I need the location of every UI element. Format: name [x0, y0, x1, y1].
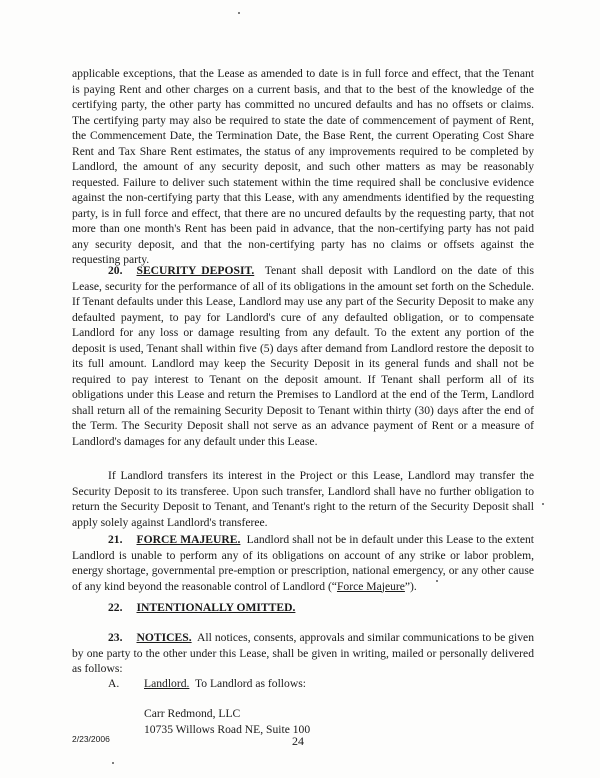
landlord-address	[144, 706, 310, 737]
subsection-a-text: To Landlord as follows:	[195, 677, 306, 690]
section-20-text: Tenant shall deposit with Landlord on the date of this Lease, security for the performance of all of its obligations in the amount set forth on the Schedule. If Tenant defaults under this Lease, Landlord may use any part of the Security Deposit to make any defaulted payment, to pay for Landlord's cure of any defaulted obligation, or to compensate Landlord for any loss or damage resulting from any default. To the extent any portion of the deposit is used, Tenant shall within five (5) days after demand from Landlord restore the deposit to its full amount. Landlord may keep the Security Deposit in its general funds and shall not be required to pay interest to Tenant on the deposit amount. If Tenant shall perform all of its obligations under this Lease and return the Premises to Landlord at the end of the Term, Landlord shall return all of the remaining Security Deposit to Tenant within thirty (30) days after the end of the Term. The Security Deposit shall not serve as an advance payment of Rent or a measure of Landlord's damages for any default under this Lease.	[72, 264, 534, 448]
section-23-heading: NOTICES.	[136, 631, 192, 644]
scan-speck	[112, 762, 114, 764]
section-22-number: 22.	[108, 601, 123, 614]
section-20-paragraph	[72, 263, 534, 449]
page-number: 24	[292, 734, 304, 748]
section-20-paragraph-2: If Landlord transfers its interest in the Project or this Lease, Landlord may transfer the Security Deposit to its transferee. Upon such transfer, Landlord shall have no further obligation to return the Security Deposit to Tenant, and Tenant's right to the return of the Security Deposit shall apply solely against Landlord's transferee.	[72, 469, 534, 529]
section-21-paragraph	[72, 532, 534, 594]
section-23-number: 23.	[108, 631, 123, 644]
section-20-heading: SECURITY DEPOSIT.	[136, 264, 255, 277]
section-23-paragraph	[72, 630, 534, 677]
subsection-a-label: Landlord.	[144, 677, 190, 690]
section-22-heading-line	[72, 600, 534, 616]
force-majeure-defined-term: Force Majeure	[336, 579, 405, 593]
section-20-number: 20.	[108, 264, 123, 277]
section-23-subsection-a	[108, 676, 306, 692]
section-23-text: All notices, consents, approvals and similar communications to be given by one party to the other under this Lease, shall be given in writing, mailed or personally delivered as follows:	[72, 631, 534, 675]
section-21-heading: FORCE MAJEURE.	[136, 533, 241, 546]
section-21-text-end: ”).	[404, 579, 417, 593]
section-21-text: Landlord shall not be in default under this Lease to the extent Landlord is unable to perform any of its obligations on account of any strike or labor problem, energy shortage, governmental pre-emption or prescription, national emergency, or any other cause of any kind beyond the reasonable control of Landlord (“	[72, 533, 534, 593]
scan-speck	[238, 12, 240, 14]
scan-speck	[436, 580, 438, 582]
address-line-1: Carr Redmond, LLC	[144, 707, 241, 720]
subsection-a-letter: A.	[108, 677, 120, 690]
section-22-heading: INTENTIONALLY OMITTED.	[136, 601, 296, 614]
footer-date: 2/23/2006	[72, 734, 110, 744]
section-21-number: 21.	[108, 533, 123, 546]
estoppel-paragraph-continuation: applicable exceptions, that the Lease as amended to date is in full force and effect, that the Tenant is paying Rent and other charges on a current basis, and that to the best of the knowledge of the certifying party, the other party has committed no uncured defaults and has no offsets or claims. The certifying party may also be required to state the date of commencement of payment of Rent, the Commencement Date, the Termination Date, the Base Rent, the current Operating Cost Share Rent and Tax Share Rent estimates, the status of any improvements required to be completed by Landlord, the amount of any security deposit, and such other matters as may be reasonably requested. Failure to deliver such statement within the time required shall be conclusive evidence against the non-certifying party that this Lease, with any amendments identified by the requesting party, is in full force and effect, that there are no uncured defaults by the requesting party, that not more than one month's Rent has been paid in advance, that the non-certifying party has not paid any security deposit, and that the non-certifying party has no claims or offsets against the requesting party.	[72, 67, 534, 266]
scan-speck	[542, 503, 544, 505]
address-line-2: 10735 Willows Road NE, Suite 100	[144, 722, 311, 736]
